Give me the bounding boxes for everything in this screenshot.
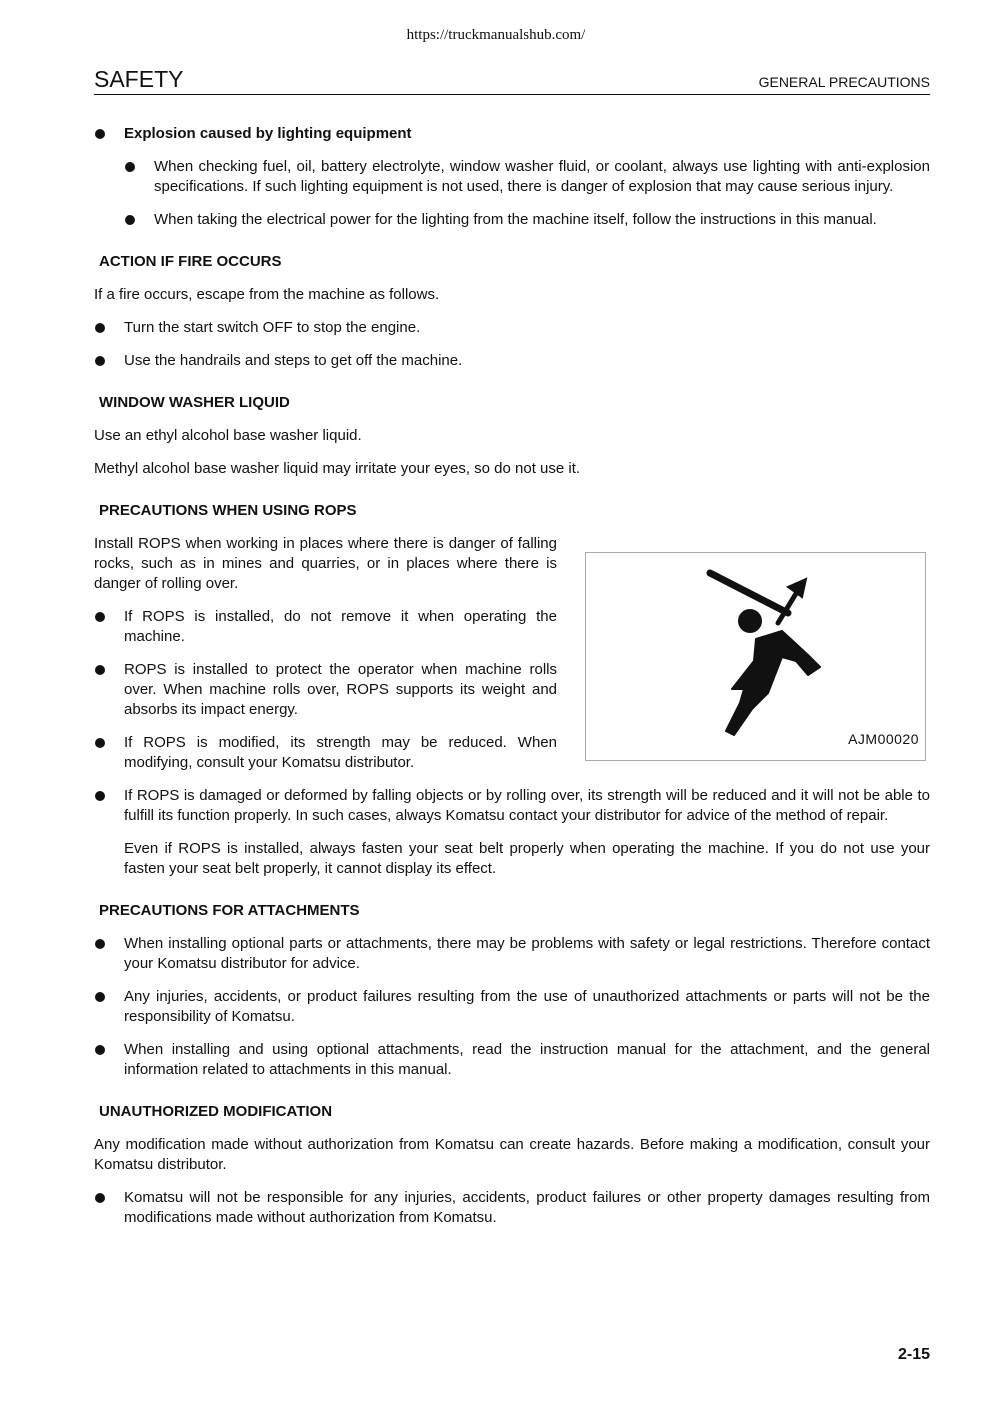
modification-item-1: Komatsu will not be responsible for any injuries, accidents, product failures or other property damages resulting from modifications made without authorization from Komatsu.: [94, 1188, 930, 1228]
explosion-title: Explosion caused by lighting equipment: [94, 124, 930, 144]
fire-item-1: Turn the start switch OFF to stop the engine.: [94, 318, 930, 338]
rops-item-4: If ROPS is damaged or deformed by falling objects or by rolling over, its strength will be reduced and it will not be able to fulfill its function properly. In such cases, always Komatsu contact your distributor for advice of the method of repair.: [94, 786, 930, 826]
washer-heading: WINDOW WASHER LIQUID: [99, 394, 290, 411]
fire-item-2: Use the handrails and steps to get off the machine.: [94, 351, 930, 371]
attachments-item-3: When installing and using optional attachments, read the instruction manual for the attachment, and the general information related to attachments in this manual.: [94, 1040, 930, 1080]
washer-line-1: Use an ethyl alcohol base washer liquid.: [94, 427, 362, 444]
page-content: [94, 124, 930, 1228]
modification-intro: Any modification made without authorization from Komatsu can create hazards. Before making a modification, consult your Komatsu distributor.: [94, 1136, 930, 1173]
rops-figure: [585, 552, 926, 761]
rops-item-3: If ROPS is modified, its strength may be reduced. When modifying, consult your Komatsu distributor.: [94, 733, 557, 773]
source-url[interactable]: https://truckmanualshub.com/: [406, 27, 586, 43]
section-title: SAFETY: [94, 66, 184, 92]
attachments-heading: PRECAUTIONS FOR ATTACHMENTS: [99, 902, 360, 919]
rops-text-column: [94, 534, 557, 773]
chapter-title: GENERAL PRECAUTIONS: [758, 74, 930, 90]
rops-intro: Install ROPS when working in places where there is danger of falling rocks, such as in mines and quarries, or in places where there is danger of rolling over.: [94, 535, 557, 592]
attachments-item-1: When installing optional parts or attachments, there may be problems with safety or legal restrictions. Therefore contact your Komatsu distributor for advice.: [94, 934, 930, 974]
explosion-item-2: When taking the electrical power for the lighting from the machine itself, follow the instructions in this manual.: [124, 210, 930, 230]
modification-heading: UNAUTHORIZED MODIFICATION: [99, 1103, 333, 1120]
figure-code: AJM00020: [848, 731, 919, 747]
fire-intro: If a fire occurs, escape from the machine as follows.: [94, 286, 440, 303]
rops-item-1: If ROPS is installed, do not remove it when operating the machine.: [94, 607, 557, 647]
page-header: [94, 66, 930, 95]
attachments-item-2: Any injuries, accidents, or product failures resulting from the use of unauthorized attachments or parts will not be the responsibility of Komatsu.: [94, 987, 930, 1027]
fire-heading: ACTION IF FIRE OCCURS: [99, 253, 282, 270]
rops-heading: PRECAUTIONS WHEN USING ROPS: [99, 502, 357, 519]
washer-line-2: Methyl alcohol base washer liquid may irritate your eyes, so do not use it.: [94, 460, 581, 477]
page-number: 2-15: [897, 1346, 930, 1363]
explosion-item-1: When checking fuel, oil, battery electrolyte, window washer fluid, or coolant, always use lighting with anti-explosion specifications. If such lighting equipment is not used, there is danger of explosion that may cause serious injury.: [124, 157, 930, 197]
rops-note: Even if ROPS is installed, always fasten your seat belt properly when operating the machine. If you do not use your fasten your seat belt properly, it cannot display its effect.: [124, 840, 930, 877]
rops-item-2: ROPS is installed to protect the operator when machine rolls over. When machine rolls over, ROPS supports its weight and absorbs its impact energy.: [94, 660, 557, 720]
rops-section: [94, 534, 930, 773]
